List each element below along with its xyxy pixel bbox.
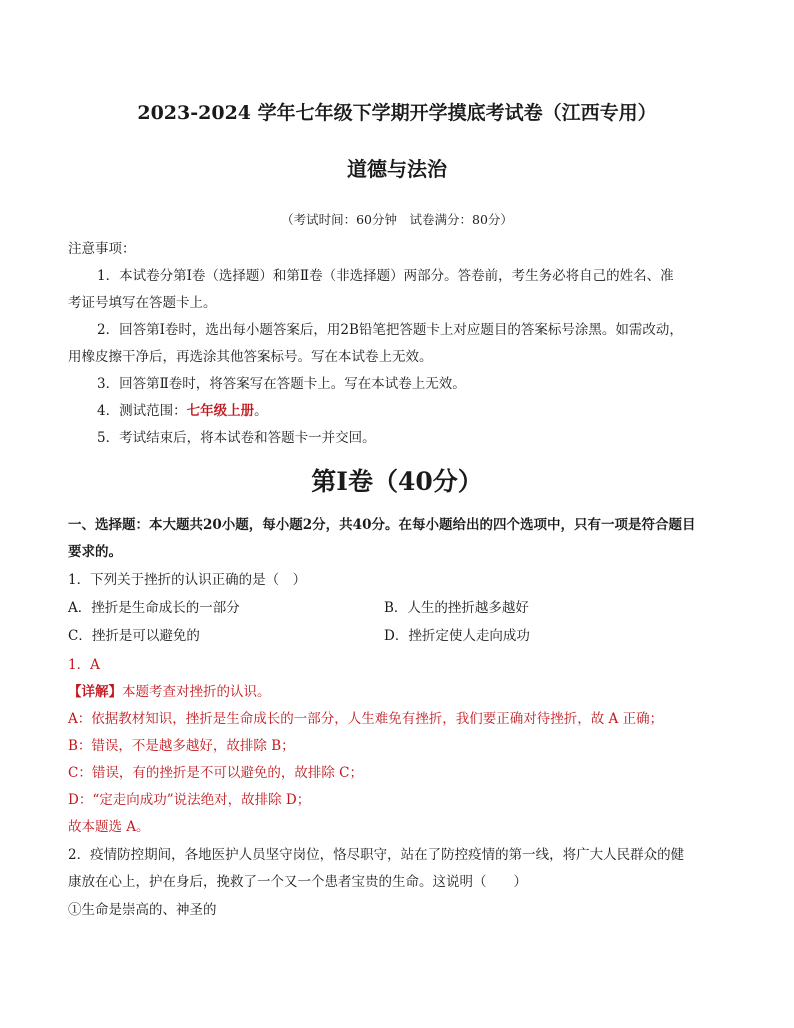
- q1-answer: 1．A: [68, 657, 100, 673]
- section-instructions-line2: 要求的。: [68, 544, 122, 560]
- q2-stem-line2: 康放在心上，护在身后，挽救了一个又一个患者宝贵的生命。这说明（ ）: [68, 874, 527, 890]
- q1-option-c: C．挫折是可以避免的: [68, 628, 200, 644]
- note-item-5: 5．考试结束后，将本试卷和答题卡一并交回。: [97, 430, 376, 446]
- note-item-4-suffix: 。: [254, 403, 268, 419]
- q1-option-a: A．挫折是生命成长的一部分: [68, 600, 240, 616]
- q1-analysis-a: A：依据教材知识，挫折是生命成长的一部分，人生难免有挫折，我们要正确对待挫折，故 A 正确；: [68, 711, 664, 727]
- q1-analysis-d: D：“定走向成功”说法绝对，故排除 D；: [68, 792, 311, 808]
- note-item-2-line2: 用橡皮擦干净后，再选涂其他答案标号。写在本试卷上无效。: [68, 349, 433, 365]
- note-item-4-prefix: 4．测试范围：: [97, 403, 187, 419]
- detail-text: 本题考查对挫折的认识。: [122, 684, 271, 700]
- q1-stem: 1．下列关于挫折的认识正确的是（ ）: [68, 572, 307, 588]
- subject-title: 道德与法治: [347, 157, 447, 181]
- q1-analysis-c: C：错误，有的挫折是不可以避免的，故排除 C；: [68, 765, 363, 781]
- note-item-4: [97, 398, 268, 425]
- section-title: 第Ⅰ卷（40分）: [311, 467, 483, 496]
- q1-analysis-b: B：错误，不是越多越好，故排除 B；: [68, 738, 295, 754]
- section-instructions-line1: 一、选择题：本大题共20小题，每小题2分，共40分。在每小题给出的四个选项中，只有一项是符合题目: [68, 517, 696, 533]
- notes-heading: 注意事项：: [68, 241, 136, 257]
- q1-option-b: B．人生的挫折越多越好: [384, 600, 529, 616]
- q1-conclusion: 故本题选 A。: [68, 819, 150, 835]
- note-item-1-line1: 1．本试卷分第Ⅰ卷（选择题）和第Ⅱ卷（非选择题）两部分。答卷前，考生务必将自己的姓名、准: [97, 268, 674, 284]
- test-range: 七年级上册: [186, 403, 255, 419]
- q1-detail: [68, 680, 271, 700]
- note-item-1-line2: 考证号填写在答题卡上。: [68, 295, 217, 311]
- detail-tag: 【详解】: [68, 684, 122, 700]
- note-item-2-line1: 2．回答第Ⅰ卷时，选出每小题答案后，用2B铅笔把答题卡上对应题目的答案标号涂黑。如需改动，: [97, 322, 683, 338]
- q2-option-1: ①生命是崇高的、神圣的: [68, 902, 217, 918]
- note-item-3: 3．回答第Ⅱ卷时，将答案写在答题卡上。写在本试卷上无效。: [97, 376, 466, 392]
- q2-stem-line1: 2．疫情防控期间，各地医护人员坚守岗位，恪尽职守，站在了防控疫情的第一线，将广大人民群众的健: [68, 847, 685, 863]
- q1-option-d: D．挫折定使人走向成功: [384, 628, 530, 644]
- exam-info: （考试时间：60分钟 试卷满分：80分）: [281, 212, 513, 227]
- exam-title: 2023-2024 学年七年级下学期开学摸底考试卷（江西专用）: [137, 102, 657, 124]
